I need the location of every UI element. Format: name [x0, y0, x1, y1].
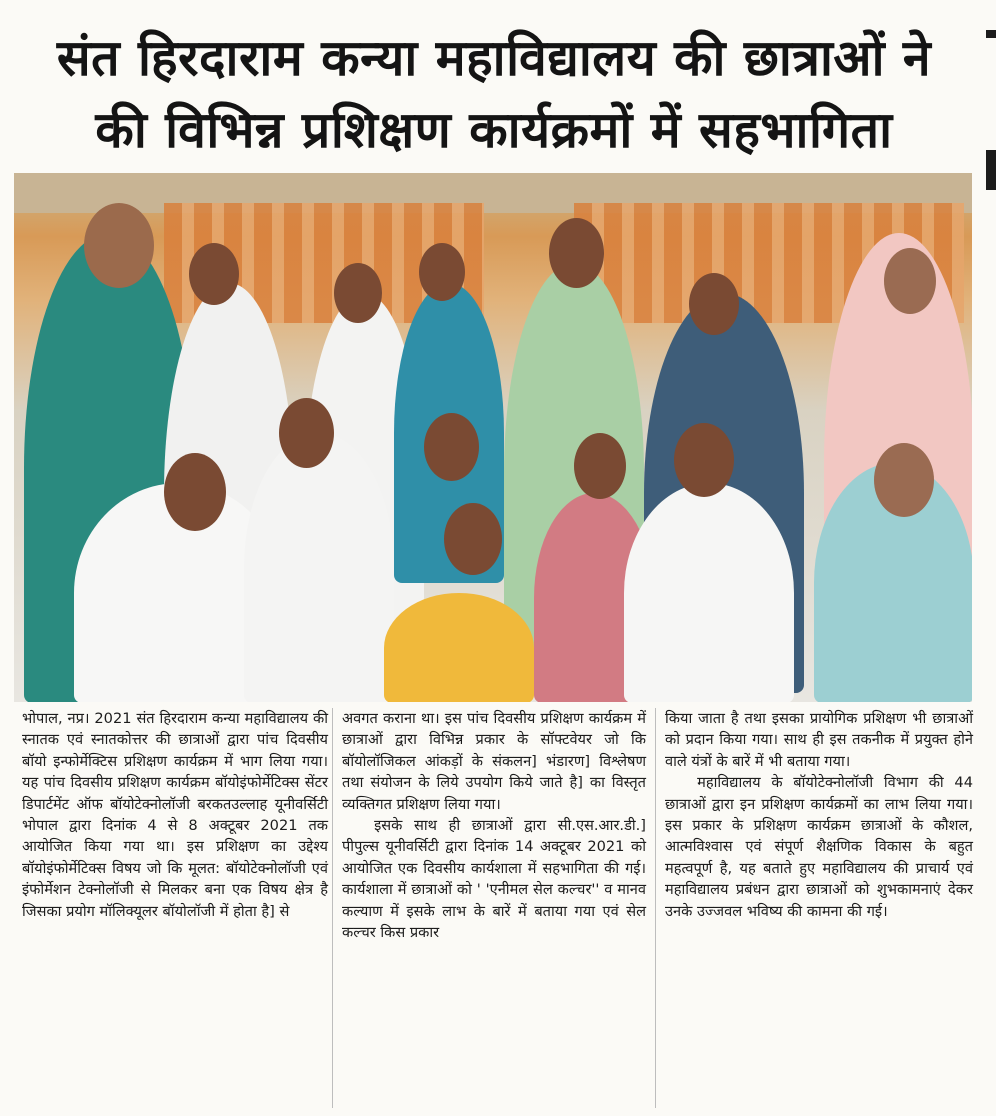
adjacent-column-edge [986, 150, 996, 190]
group-photo [14, 173, 972, 702]
article-paragraph: इसके साथ ही छात्राओं द्वारा सी.एस.आर.डी.] पीपुल्स यूनीवर्सिटी द्वारा दिनांक 14 अक्टूबर 2021 को आयोजित एक दिवसीय कार्यशाला में सहभागिता की गई। कार्यशाला में छात्राओं को ' 'एनीमल सेल कल्चर'' व मानव कल्याण में इसके लाभ के बारें में बताया गया एवं सेल कल्चर किस प्रकार [342, 817, 646, 942]
article-paragraph: महाविद्यालय के बॉयोटेक्नोलॉजी विभाग की 44 छात्राओं द्वारा इन प्रशिक्षण कार्यक्रमों का लाभ लिया गया। इस प्रकार के प्रशिक्षण कार्यक्रम छात्राओं के कौशल, आत्मविश्वास एवं संपूर्ण शैक्षणिक विकास के बहुत महत्वपूर्ण है, यह बताते हुए महाविद्यालय की प्राचार्य एवं महाविद्यालय प्रबंधन द्वारा छात्राओं को शुभकामनाएं देकर उनके उज्जवल भविष्य की कामना की गई। [665, 774, 973, 920]
article-column-2 [342, 708, 646, 943]
article-paragraph: भोपाल, नप्र। 2021 संत हिरदाराम कन्या महाविद्यालय की स्नातक एवं स्नातकोत्तर की छात्राओं द्वारा पांच दिवसीय बॉयो इन्फोर्मेक्टिस प्रशिक्षण कार्यक्रम में भाग लिया गया। यह पांच दिवसीय प्रशिक्षण कार्यक्रम बॉयोइंफोर्मेटिक्स सेंटर डिपार्टमेंट ऑफ बॉयोटेक्नोलॉजी बरकतउल्लाह यूनीवर्सिटी भोपाल द्वारा दिनांक 4 से 8 अक्टूबर 2021 तक आयोजित किया गया था। इस प्रशिक्षण का उद्देश्य बॉयोइंफोर्मेटिक्स विषय जो कि मूलत: बॉयोटेक्नोलॉजी एवं इंफोर्मेशन टेक्नोलॉजी से मिलकर बना एक विषय क्षेत्र है जिसका प्रयोग मॉलिक्यूलर बॉयोलॉजी में होता है] से [22, 710, 328, 920]
column-divider [655, 708, 656, 1108]
adjacent-column-edge [986, 30, 996, 38]
headline-line-1: संत हिरदाराम कन्या महाविद्यालय की छात्राओं ने [56, 29, 932, 87]
article-column-3 [665, 708, 973, 922]
article-paragraph: किया जाता है तथा इसका प्रायोगिक प्रशिक्षण भी छात्राओं को प्रदान किया गया। साथ ही इस तकनीक में प्रयुक्त होने वाले यंत्रों के बारें में भी बताया गया। [665, 710, 973, 770]
column-divider [332, 708, 333, 1108]
article-paragraph: अवगत कराना था। इस पांच दिवसीय प्रशिक्षण कार्यक्रम में छात्राओं द्वारा विभिन्न प्रकार के सॉफ्टवेयर जो कि बॉयोलॉजिकल आंकड़ों के संकलन] भंडारण] विश्लेषण तथा संयोजन के लिये उपयोग किये जाते है] का विस्तृत व्यक्तिगत प्रशिक्षण लिया गया। [342, 710, 646, 813]
headline-line-2: की विभिन्न प्रशिक्षण कार्यक्रमों में सहभागिता [95, 101, 893, 159]
article-column-1 [22, 708, 328, 922]
headline [14, 22, 974, 166]
